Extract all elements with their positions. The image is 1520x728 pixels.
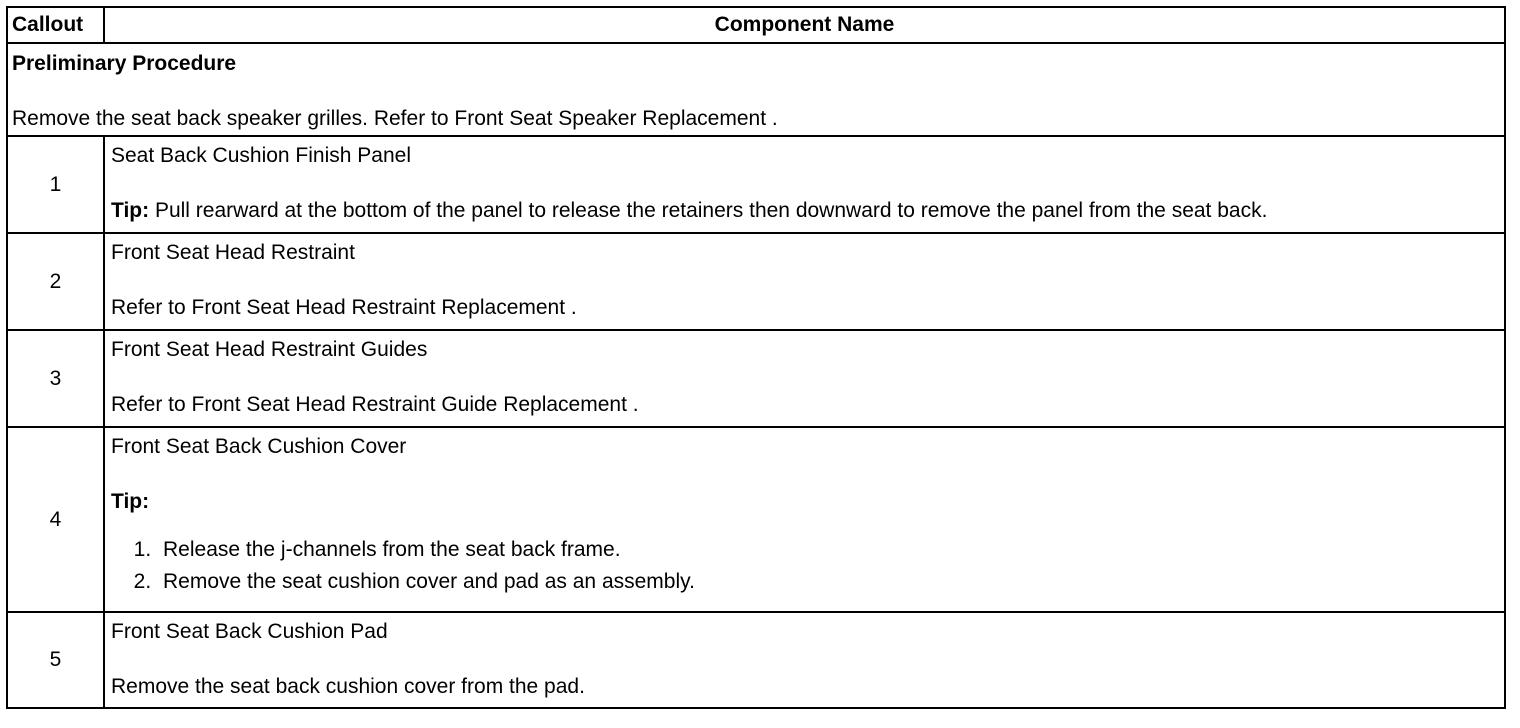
component-name: Front Seat Head Restraint Guides — [111, 338, 428, 361]
tip-label: Tip: — [111, 490, 150, 513]
component-cell — [104, 233, 1505, 330]
table-row — [7, 427, 1505, 612]
table-row — [7, 136, 1505, 233]
component-cell — [104, 330, 1505, 427]
step-list — [111, 534, 1498, 598]
preliminary-row — [7, 43, 1505, 136]
callout-number: 5 — [7, 612, 104, 708]
step-item: 1. Release the j-channels from the seat back frame. — [157, 534, 1498, 566]
tip-label: Tip: — [111, 199, 150, 222]
component-note: Remove the seat back cushion cover from the pad. — [111, 675, 585, 698]
component-name: Front Seat Head Restraint — [111, 241, 355, 264]
component-note: Refer to Front Seat Head Restraint Guide Replacement . — [111, 393, 639, 416]
component-name-column-header: Component Name — [104, 7, 1505, 43]
callout-number: 3 — [7, 330, 104, 427]
component-cell — [104, 136, 1505, 233]
component-tip — [111, 199, 1498, 223]
component-table — [6, 6, 1506, 709]
tip-text: Pull rearward at the bottom of the panel to release the retainers then downward to remove the panel from the seat back. — [149, 199, 1268, 222]
callout-column-header: Callout — [7, 7, 104, 43]
preliminary-text: Remove the seat back speaker grilles. Refer to Front Seat Speaker Replacement . — [12, 107, 778, 130]
table-row — [7, 612, 1505, 708]
component-name: Front Seat Back Cushion Cover — [111, 435, 407, 458]
callout-number: 1 — [7, 136, 104, 233]
component-name: Front Seat Back Cushion Pad — [111, 620, 388, 643]
preliminary-title: Preliminary Procedure — [12, 52, 237, 75]
step-item: 2. Remove the seat cushion cover and pad as an assembly. — [157, 566, 1498, 598]
component-note: Refer to Front Seat Head Restraint Replacement . — [111, 296, 577, 319]
callout-number: 4 — [7, 427, 104, 612]
component-cell — [104, 427, 1505, 612]
table-row — [7, 233, 1505, 330]
preliminary-cell — [7, 43, 1505, 136]
component-cell — [104, 612, 1505, 708]
table-header-row — [7, 7, 1505, 43]
callout-number: 2 — [7, 233, 104, 330]
component-name: Seat Back Cushion Finish Panel — [111, 144, 411, 167]
table-row — [7, 330, 1505, 427]
